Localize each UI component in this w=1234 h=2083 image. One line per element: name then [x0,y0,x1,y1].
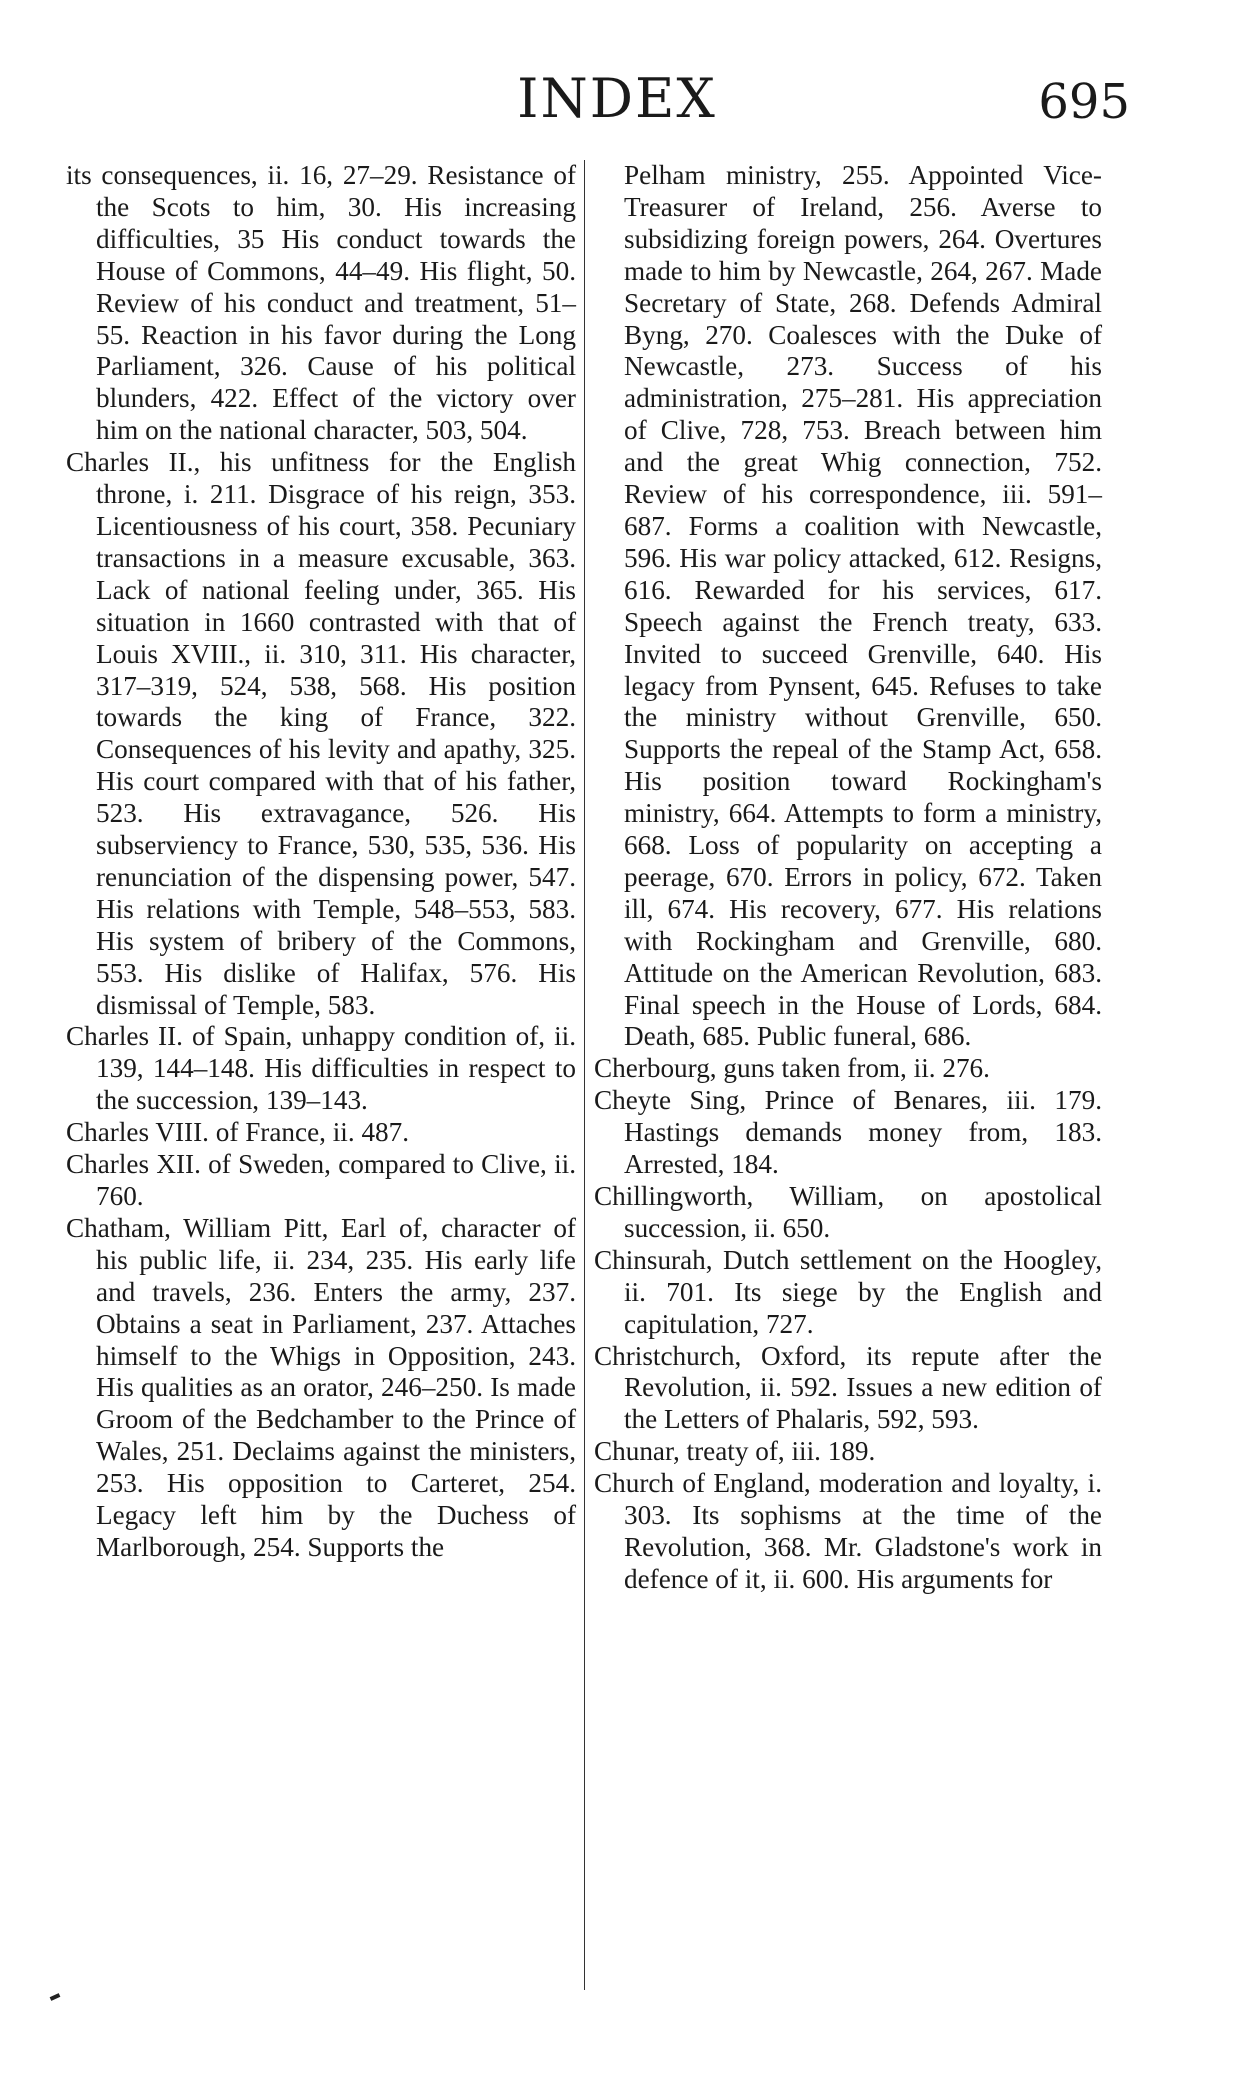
right-column [594,160,1102,1596]
index-entry-cheyte-sing: Cheyte Sing, Prince of Benares, iii. 179. Hastings demands money from, 183. Arrested, 184. [594,1085,1102,1180]
index-entry-church-of-england: Church of England, moderation and loyalty, i. 303. Its sophisms at the time of the Revolution, 368. Mr. Gladstone's work in defence of it, ii. 600. His arguments for [594,1468,1102,1594]
page-number: 695 [1038,74,1130,130]
index-entry-chinsurah: Chinsurah, Dutch settlement on the Hoogley, ii. 701. Its siege by the English and capitulation, 727. [594,1244,1102,1339]
column-divider [584,160,585,1990]
index-entry-chatham: Chatham, William Pitt, Earl of, character of his public life, ii. 234, 235. His early life and travels, 236. Enters the army, 237. Obtains a seat in Parliament, 237. Attaches himself to the Whigs in Opposition, 243. His qualities as an orator, 246–250. Is made Groom of the Bedchamber to the Prince of Wales, 251. Declaims against the ministers, 253. His opposition to Carteret, 254. Legacy left him by the Duchess of Marlborough, 254. Supports the [66,1212,576,1562]
index-entry-charles-ii: Charles II., his unfitness for the English throne, i. 211. Disgrace of his reign, 353. Licentiousness of his court, 358. Pecuniary transactions in a measure excusable, 363. Lack of national feeling under, 365. His situation in 1660 contrasted with that of Louis XVIII., ii. 310, 311. His character, 317–319, 524, 538, 568. His position towards the king of France, 322. Consequences of his levity and apathy, 325. His court compared with that of his father, 523. His extravagance, 526. His subserviency to France, 530, 535, 536. His renunciation of the dispensing power, 547. His relations with Temple, 548–553, 583. His system of bribery of the Commons, 553. His dislike of Halifax, 576. His dismissal of Temple, 583. [66,447,576,1020]
left-column [66,160,576,1564]
index-entry-charles-xii: Charles XII. of Sweden, compared to Clive, ii. 760. [66,1149,576,1211]
index-entry-chillingworth: Chillingworth, William, on apostolical succession, ii. 650. [594,1181,1102,1243]
index-entry-christchurch: Christchurch, Oxford, its repute after the Revolution, ii. 592. Issues a new edition of the Letters of Phalaris, 592, 593. [594,1340,1102,1435]
index-entry-charles-i-continued: its consequences, ii. 16, 27–29. Resistance of the Scots to him, 30. His increasing difficulties, 35 His conduct towards the House of Commons, 44–49. His flight, 50. Review of his conduct and treatment, 51–55. Reaction in his favor during the Long Parliament, 326. Cause of his political blunders, 422. Effect of the victory over him on the national character, 503, 504. [66,160,576,446]
ink-mark [50,1993,61,2001]
index-entry-charles-viii: Charles VIII. of France, ii. 487. [66,1117,410,1148]
index-entry-cherbourg: Cherbourg, guns taken from, ii. 276. [594,1053,990,1084]
index-entry-charles-ii-spain: Charles II. of Spain, unhappy condition of, ii. 139, 144–148. His difficulties in respect to the succession, 139–143. [66,1021,576,1116]
page-title: INDEX [517,67,717,130]
index-entry-chunar: Chunar, treaty of, iii. 189. [594,1436,876,1467]
index-entry-chatham-continued: Pelham ministry, 255. Appointed Vice-Treasurer of Ireland, 256. Averse to subsidizing foreign powers, 264. Overtures made to him by Newcastle, 264, 267. Made Secretary of State, 268. Defends Admiral Byng, 270. Coalesces with the Duke of Newcastle, 273. Success of his administration, 275–281. His appreciation of Clive, 728, 753. Breach between him and the great Whig connection, 752. Review of his correspondence, iii. 591–687. Forms a coalition with Newcastle, 596. His war policy attacked, 612. Resigns, 616. Rewarded for his services, 617. Speech against the French treaty, 633. Invited to succeed Grenville, 640. His legacy from Pynsent, 645. Refuses to take the ministry without Grenville, 650. Supports the repeal of the Stamp Act, 658. His position toward Rockingham's ministry, 664. Attempts to form a ministry, 668. Loss of popularity on accepting a peerage, 670. Errors in policy, 672. Taken ill, 674. His recovery, 677. His relations with Rockingham and Grenville, 680. Attitude on the American Revolution, 683. Final speech in the House of Lords, 684. Death, 685. Public funeral, 686. [624,160,1102,1052]
